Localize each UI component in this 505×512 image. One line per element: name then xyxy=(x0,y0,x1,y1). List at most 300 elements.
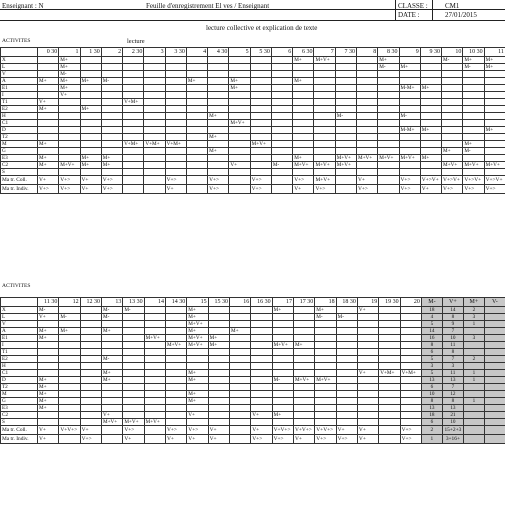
observation-cell: M- xyxy=(123,307,144,314)
observation-cell: M+ xyxy=(59,57,80,64)
observation-cell xyxy=(293,370,314,377)
observation-cell xyxy=(442,141,463,148)
observation-cell xyxy=(315,321,336,328)
observation-cell xyxy=(379,328,400,335)
observation-cell xyxy=(229,127,250,134)
student-label: X xyxy=(1,57,38,64)
total-cell xyxy=(484,384,505,391)
observation-cell xyxy=(229,349,250,356)
observation-cell xyxy=(123,370,144,377)
observation-cell xyxy=(251,314,272,321)
observation-cell xyxy=(165,113,186,120)
observation-cell xyxy=(101,127,122,134)
observation-cell xyxy=(336,328,357,335)
time-header-cell: 11 30 xyxy=(38,298,59,307)
observation-cell: M- xyxy=(336,314,357,321)
observation-cell xyxy=(251,307,272,314)
observation-cell xyxy=(293,356,314,363)
total-cell xyxy=(463,405,484,412)
observation-cell xyxy=(420,169,441,176)
observation-cell: M+V+ xyxy=(187,321,208,328)
time-header-cell: 16 xyxy=(229,298,250,307)
total-cell xyxy=(463,412,484,419)
time-header-cell: 19 30 xyxy=(379,298,400,307)
observation-cell xyxy=(484,113,505,120)
observation-cell xyxy=(101,57,122,64)
observation-cell: M+ xyxy=(208,134,229,141)
summary-cell: V+ xyxy=(38,435,59,444)
observation-cell: M+ xyxy=(59,85,80,92)
observation-cell xyxy=(165,419,186,426)
summary-cell: V+V+> xyxy=(272,426,293,435)
total-cell xyxy=(484,412,505,419)
total-cell: 18 xyxy=(421,307,442,314)
time-header-cell: 1 30 xyxy=(80,48,101,57)
total-cell xyxy=(484,419,505,426)
observation-cell xyxy=(80,328,101,335)
observation-cell: M+V+ xyxy=(250,141,271,148)
observation-cell: V+ xyxy=(357,307,378,314)
time-header-cell: 6 30 xyxy=(293,48,314,57)
observation-cell xyxy=(378,99,399,106)
observation-cell xyxy=(250,120,271,127)
observation-cell xyxy=(484,120,505,127)
observation-cell xyxy=(123,349,144,356)
summary-cell: V+> xyxy=(165,176,186,185)
summary-cell: V+> xyxy=(356,185,377,194)
observation-cell xyxy=(186,169,207,176)
observation-cell xyxy=(101,148,122,155)
observation-cell xyxy=(208,356,229,363)
observation-cell xyxy=(442,169,463,176)
observation-cell xyxy=(144,391,165,398)
observation-cell xyxy=(442,127,463,134)
time-header-cell: 7 30 xyxy=(335,48,356,57)
observation-cell xyxy=(186,148,207,155)
observation-cell xyxy=(420,106,441,113)
observation-cell xyxy=(80,71,101,78)
observation-cell xyxy=(250,64,271,71)
observation-cell xyxy=(123,335,144,342)
observation-cell xyxy=(251,342,272,349)
total-cell: 11 xyxy=(442,342,463,349)
observation-cell xyxy=(59,419,80,426)
observation-cell xyxy=(379,384,400,391)
observation-cell xyxy=(59,384,80,391)
total-cell xyxy=(463,384,484,391)
total-cell xyxy=(484,342,505,349)
observation-cell: M+ xyxy=(38,377,59,384)
observation-cell: V+ xyxy=(357,370,378,377)
observation-cell xyxy=(336,363,357,370)
observation-cell xyxy=(399,134,420,141)
observation-cell xyxy=(59,363,80,370)
observation-cell xyxy=(38,363,59,370)
total-cell: 3 xyxy=(421,363,442,370)
observation-cell xyxy=(400,342,421,349)
observation-cell: M+ xyxy=(80,78,101,85)
observation-cell xyxy=(251,356,272,363)
observation-cell xyxy=(229,148,250,155)
observation-cell xyxy=(59,113,80,120)
observation-cell xyxy=(80,363,101,370)
summary-cell: V+ xyxy=(123,435,144,444)
observation-cell xyxy=(484,169,505,176)
summary-cell xyxy=(144,185,165,194)
observation-cell xyxy=(165,335,186,342)
observation-cell xyxy=(123,127,144,134)
observation-cell xyxy=(144,127,165,134)
observation-cell xyxy=(38,64,59,71)
summary-cell: V+> xyxy=(38,185,59,194)
observation-cell: M+ xyxy=(80,106,101,113)
observation-cell: M+ xyxy=(187,391,208,398)
observation-cell xyxy=(314,120,335,127)
observation-cell: M-M+ xyxy=(399,85,420,92)
summary-cell xyxy=(335,185,356,194)
time-header-cell: 4 xyxy=(186,48,207,57)
student-label: C1 xyxy=(1,370,38,377)
observation-cell xyxy=(186,155,207,162)
observation-cell xyxy=(399,92,420,99)
table-row xyxy=(1,127,505,134)
observation-cell xyxy=(80,307,101,314)
observation-cell xyxy=(356,141,377,148)
observation-cell xyxy=(400,419,421,426)
observation-cell xyxy=(271,148,292,155)
observation-cell xyxy=(293,321,314,328)
total-cell: 4 xyxy=(421,314,442,321)
summary-cell xyxy=(186,185,207,194)
table-row xyxy=(1,377,505,384)
observation-cell xyxy=(420,92,441,99)
observation-cell: V+ xyxy=(38,314,59,321)
observation-cell: M+V+ xyxy=(187,335,208,342)
total-cell xyxy=(484,307,505,314)
observation-cell xyxy=(379,412,400,419)
observation-cell xyxy=(250,148,271,155)
observation-cell xyxy=(463,85,484,92)
observation-cell xyxy=(420,78,441,85)
summary-cell: V+ xyxy=(80,426,101,435)
summary-cell: V+> xyxy=(80,435,101,444)
observation-cell: M+V+ xyxy=(59,162,80,169)
observation-cell xyxy=(271,155,292,162)
observation-cell xyxy=(208,99,229,106)
observation-cell xyxy=(271,113,292,120)
total-cell: 15+2+3 xyxy=(442,426,463,435)
observation-cell: M+V+ xyxy=(165,342,186,349)
observation-cell xyxy=(336,370,357,377)
time-header-cell: 17 30 xyxy=(293,298,314,307)
observation-cell xyxy=(442,155,463,162)
observation-cell: M+V+ xyxy=(293,377,314,384)
total-cell xyxy=(484,426,505,435)
observation-cell xyxy=(144,314,165,321)
observation-cell xyxy=(80,349,101,356)
total-cell: 1 xyxy=(421,435,442,444)
observation-cell xyxy=(144,99,165,106)
observation-cell xyxy=(165,169,186,176)
observation-cell: M- xyxy=(335,113,356,120)
observation-cell: M+V+ xyxy=(399,155,420,162)
total-cell: 12 xyxy=(442,391,463,398)
observation-cell xyxy=(59,169,80,176)
observation-cell: V+M+ xyxy=(123,141,144,148)
observation-cell xyxy=(251,419,272,426)
observation-cell xyxy=(144,356,165,363)
observation-cell: M+ xyxy=(442,148,463,155)
observation-cell xyxy=(80,405,101,412)
observation-cell xyxy=(357,342,378,349)
observation-cell xyxy=(38,113,59,120)
summary-cell: V+> xyxy=(272,435,293,444)
observation-cell: M+V+ xyxy=(272,342,293,349)
summary-cell: V+> xyxy=(442,185,463,194)
observation-cell xyxy=(144,134,165,141)
observation-cell: V+ xyxy=(251,412,272,419)
total-cell: 7 xyxy=(442,328,463,335)
observation-cell xyxy=(59,335,80,342)
observation-cell xyxy=(379,335,400,342)
observation-cell xyxy=(186,99,207,106)
student-label: T1 xyxy=(1,99,38,106)
observation-cell xyxy=(208,398,229,405)
observation-cell: M+ xyxy=(80,155,101,162)
observation-cell xyxy=(335,169,356,176)
table-row xyxy=(1,120,505,127)
observation-cell xyxy=(229,356,250,363)
total-cell: 18 xyxy=(421,412,442,419)
observation-cell xyxy=(186,120,207,127)
observation-cell xyxy=(187,349,208,356)
observation-cell xyxy=(379,398,400,405)
observation-cell: M+ xyxy=(484,57,505,64)
observation-cell xyxy=(293,99,314,106)
observation-cell xyxy=(229,64,250,71)
total-cell: 6 xyxy=(421,349,442,356)
observation-cell xyxy=(293,169,314,176)
observation-cell xyxy=(229,134,250,141)
observation-cell xyxy=(144,349,165,356)
observation-cell: M+ xyxy=(420,127,441,134)
observation-cell xyxy=(357,363,378,370)
observation-cell xyxy=(59,321,80,328)
observation-cell xyxy=(59,405,80,412)
student-label: C2 xyxy=(1,412,38,419)
summary-cell: V+V+> xyxy=(59,426,80,435)
observation-cell xyxy=(271,120,292,127)
total-cell: 1 xyxy=(463,370,484,377)
observation-cell xyxy=(123,92,144,99)
observation-cell xyxy=(80,314,101,321)
observation-cell xyxy=(399,78,420,85)
observation-cell xyxy=(144,328,165,335)
observation-cell xyxy=(59,99,80,106)
observation-cell xyxy=(186,57,207,64)
observation-cell xyxy=(378,85,399,92)
summary-cell: V+ xyxy=(420,185,441,194)
observation-cell xyxy=(165,384,186,391)
observation-cell: M+ xyxy=(420,85,441,92)
observation-cell xyxy=(229,307,250,314)
total-header-cell: V+ xyxy=(442,298,463,307)
observation-cell xyxy=(144,307,165,314)
summary-cell: V+ xyxy=(38,176,59,185)
total-cell xyxy=(463,391,484,398)
observation-cell xyxy=(229,99,250,106)
observation-cell xyxy=(229,314,250,321)
table-row xyxy=(1,106,505,113)
observation-cell xyxy=(484,148,505,155)
observation-cell xyxy=(400,405,421,412)
observation-cell xyxy=(229,321,250,328)
observation-cell: V+ xyxy=(38,99,59,106)
observation-cell xyxy=(208,120,229,127)
observation-cell xyxy=(379,419,400,426)
observation-cell xyxy=(187,363,208,370)
observation-cell xyxy=(335,127,356,134)
observation-cell xyxy=(123,321,144,328)
summary-cell: V+ xyxy=(165,435,186,444)
summary-cell: V+> xyxy=(123,426,144,435)
observation-cell xyxy=(144,64,165,71)
observation-cell xyxy=(484,141,505,148)
observation-cell xyxy=(379,405,400,412)
observation-cell xyxy=(335,141,356,148)
summary-label: Ma tr. Indiv. xyxy=(1,185,38,194)
total-cell: 10 xyxy=(442,335,463,342)
observation-cell xyxy=(59,141,80,148)
observation-cell xyxy=(336,419,357,426)
observation-cell xyxy=(208,92,229,99)
table-row xyxy=(1,64,505,71)
time-header-cell: 18 xyxy=(315,298,336,307)
observation-cell xyxy=(80,370,101,377)
observation-cell xyxy=(293,113,314,120)
observation-cell xyxy=(229,342,250,349)
total-cell: 6 xyxy=(421,384,442,391)
summary-cell xyxy=(101,426,122,435)
observation-cell xyxy=(208,384,229,391)
sheet-title: Feuille d'enregistrement El ves / Enseignant xyxy=(146,2,270,10)
observation-cell: M+ xyxy=(101,155,122,162)
summary-cell xyxy=(229,176,250,185)
observation-cell xyxy=(38,85,59,92)
observation-cell xyxy=(80,57,101,64)
observation-cell xyxy=(187,419,208,426)
summary-cell: V+> xyxy=(250,185,271,194)
summary-cell xyxy=(123,185,144,194)
observation-cell xyxy=(59,412,80,419)
observation-cell: M+ xyxy=(59,64,80,71)
observation-cell xyxy=(379,342,400,349)
observation-cell: M- xyxy=(59,71,80,78)
observation-cell xyxy=(251,405,272,412)
summary-cell: V+ xyxy=(165,185,186,194)
observation-cell: M+ xyxy=(59,78,80,85)
total-header-cell: M+ xyxy=(463,298,484,307)
observation-cell xyxy=(123,162,144,169)
observation-cell: M+ xyxy=(229,85,250,92)
total-cell xyxy=(484,321,505,328)
observation-cell xyxy=(271,57,292,64)
table-row xyxy=(1,391,505,398)
observation-cell xyxy=(59,377,80,384)
total-cell xyxy=(484,398,505,405)
observation-cell xyxy=(335,92,356,99)
observation-cell: M- xyxy=(378,64,399,71)
observation-cell xyxy=(335,71,356,78)
student-label: M xyxy=(1,391,38,398)
observation-cell xyxy=(165,148,186,155)
observation-cell: M+V+ xyxy=(314,162,335,169)
observation-cell xyxy=(165,127,186,134)
observation-cell xyxy=(399,169,420,176)
observation-cell xyxy=(293,92,314,99)
time-header-cell: 8 xyxy=(356,48,377,57)
observation-cell xyxy=(101,64,122,71)
observation-cell xyxy=(420,148,441,155)
observation-cell xyxy=(272,335,293,342)
observation-cell xyxy=(420,71,441,78)
summary-cell xyxy=(186,176,207,185)
summary-cell: V+> xyxy=(314,185,335,194)
observation-cell xyxy=(272,398,293,405)
observation-cell: M+ xyxy=(38,106,59,113)
observation-cell xyxy=(420,57,441,64)
observation-cell xyxy=(315,335,336,342)
observation-cell xyxy=(59,134,80,141)
observation-cell xyxy=(250,57,271,64)
total-cell: 3 xyxy=(463,314,484,321)
observation-cell xyxy=(293,148,314,155)
observation-cell xyxy=(379,307,400,314)
time-header-cell: 5 xyxy=(229,48,250,57)
observation-cell xyxy=(229,335,250,342)
summary-cell xyxy=(271,185,292,194)
total-header-cell: M- xyxy=(421,298,442,307)
observation-cell xyxy=(123,113,144,120)
observation-cell: M- xyxy=(315,314,336,321)
observation-cell: M+ xyxy=(208,342,229,349)
summary-cell xyxy=(101,435,122,444)
observation-cell xyxy=(357,412,378,419)
observation-cell xyxy=(315,363,336,370)
observation-cell xyxy=(250,113,271,120)
observation-cell: M+ xyxy=(38,155,59,162)
observation-cell xyxy=(314,134,335,141)
observation-cell xyxy=(315,391,336,398)
observation-cell xyxy=(250,71,271,78)
observation-cell: M+ xyxy=(38,78,59,85)
table-row xyxy=(1,314,505,321)
observation-cell xyxy=(250,92,271,99)
observation-cell xyxy=(293,412,314,419)
total-cell: 10 xyxy=(442,419,463,426)
observation-cell xyxy=(229,405,250,412)
student-label: E2 xyxy=(1,356,38,363)
observation-cell xyxy=(80,391,101,398)
observation-cell xyxy=(335,64,356,71)
summary-cell: V+> xyxy=(187,426,208,435)
observation-cell xyxy=(357,384,378,391)
observation-cell: M+ xyxy=(293,342,314,349)
observation-cell: M+ xyxy=(463,57,484,64)
summary-label: Ma tr. Coll. xyxy=(1,176,38,185)
observation-cell xyxy=(101,141,122,148)
total-cell: 5 xyxy=(421,321,442,328)
